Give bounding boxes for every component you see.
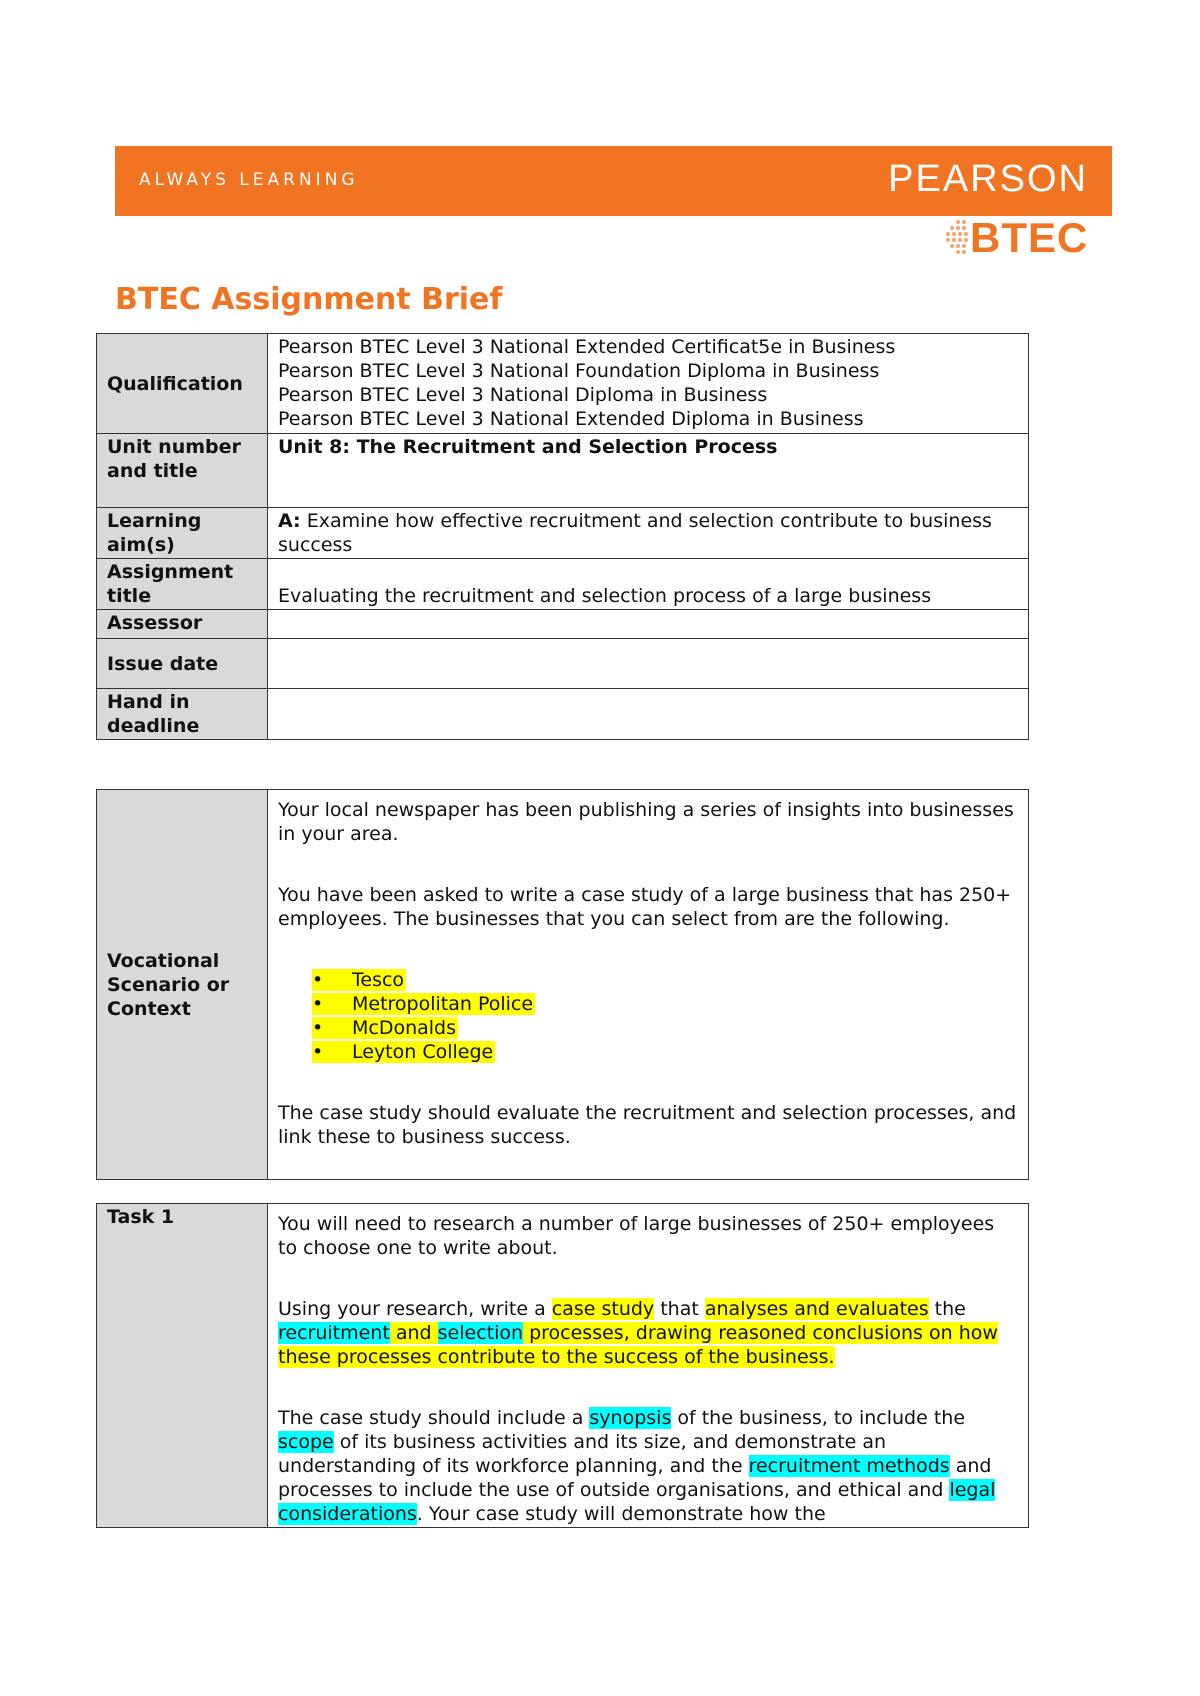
title-label: Assignment title <box>97 559 268 610</box>
task-paragraph: Using your research, write a case study that analyses and evaluates the recruitment and selection processes, drawing reasoned conclusions on how these processes contribute to the success of the business. <box>278 1298 998 1368</box>
aim-value <box>268 508 1029 559</box>
deadline-value <box>268 689 1029 740</box>
scenario-paragraph: The case study should evaluate the recruitment and selection processes, and link these to business success. <box>278 1102 1017 1148</box>
highlight: analyses and evaluates <box>704 1298 929 1320</box>
qualification-label: Qualification <box>97 334 268 434</box>
scenario-paragraph: Your local newspaper has been publishing a series of insights into businesses in your area. <box>278 799 1014 845</box>
table-row <box>97 334 1029 434</box>
table-row <box>97 559 1029 610</box>
deadline-label: Hand in deadline <box>97 689 268 740</box>
table-row <box>97 790 1029 1180</box>
list-item: • Tesco <box>312 969 405 991</box>
title-value: Evaluating the recruitment and selection process of a large business <box>268 559 1029 610</box>
table-row <box>97 434 1029 508</box>
bullet-icon: • <box>312 969 324 991</box>
qualification-line: Pearson BTEC Level 3 National Extended Certificat5e in Business <box>278 336 896 358</box>
highlight: recruitment <box>278 1322 390 1344</box>
pearson-banner <box>115 146 1112 216</box>
scenario-table <box>96 789 1029 1180</box>
highlight: legal considerations <box>278 1479 996 1525</box>
qualification-line: Pearson BTEC Level 3 National Extended Diploma in Business <box>278 408 864 430</box>
btec-wordmark: BTEC <box>970 214 1089 261</box>
tagline: ALWAYS LEARNING <box>139 170 359 190</box>
task-paragraph: The case study should include a synopsis of the business, to include the scope of its business activities and its size, and demonstrate an understanding of its workforce planning, and the recruitment methods and processes to include the use of outside organisations, and ethical and legal considerations. Your case study will demonstrate how the <box>278 1407 996 1525</box>
highlight: case study <box>551 1298 655 1320</box>
assessor-value <box>268 610 1029 639</box>
scenario-content <box>268 790 1029 1180</box>
task-paragraph: You will need to research a number of large businesses of 250+ employees to choose one to write about. <box>278 1213 995 1259</box>
list-item: • Metropolitan Police <box>312 993 534 1015</box>
issue-value <box>268 639 1029 689</box>
highlight: synopsis <box>589 1407 672 1429</box>
table-row <box>97 639 1029 689</box>
aim-label: Learning aim(s) <box>97 508 268 559</box>
list-item: • McDonalds <box>312 1017 457 1039</box>
unit-label: Unit number and title <box>97 434 268 508</box>
bullet-icon: • <box>312 1041 324 1063</box>
table-row <box>97 508 1029 559</box>
qualification-line: Pearson BTEC Level 3 National Foundation Diploma in Business <box>278 360 880 382</box>
list-item: • Leyton College <box>312 1041 494 1063</box>
qualification-line: Pearson BTEC Level 3 National Diploma in Business <box>278 384 768 406</box>
table-row <box>97 1204 1029 1528</box>
assessor-label: Assessor <box>97 610 268 639</box>
highlight: selection <box>437 1322 524 1344</box>
pearson-logo: PEARSON <box>888 158 1088 200</box>
highlight: processes, drawing reasoned conclusions on how these processes contribute to the success of the business. <box>278 1322 998 1368</box>
bullet-icon: • <box>312 993 324 1015</box>
page-title: BTEC Assignment Brief <box>115 282 503 317</box>
highlight: recruitment methods <box>748 1455 950 1477</box>
scenario-paragraph: You have been asked to write a case study of a large business that has 250+ employees. The businesses that you can select from are the following. <box>278 884 1012 930</box>
table-row <box>97 689 1029 740</box>
table-row <box>97 610 1029 639</box>
highlight: scope <box>278 1431 334 1453</box>
aim-text: Examine how effective recruitment and selection contribute to business success <box>278 510 992 556</box>
btec-logo <box>944 214 1094 264</box>
task-table <box>96 1203 1029 1528</box>
task-label: Task 1 <box>97 1204 268 1528</box>
scenario-label: Vocational Scenario or Context <box>97 790 268 1180</box>
unit-value: Unit 8: The Recruitment and Selection Process <box>268 434 1029 508</box>
details-table <box>96 333 1029 740</box>
issue-label: Issue date <box>97 639 268 689</box>
business-list <box>278 968 1018 1064</box>
qualification-value <box>268 334 1029 434</box>
aim-letter: A: <box>278 510 301 532</box>
bullet-icon: • <box>312 1017 324 1039</box>
task-content <box>268 1204 1029 1528</box>
